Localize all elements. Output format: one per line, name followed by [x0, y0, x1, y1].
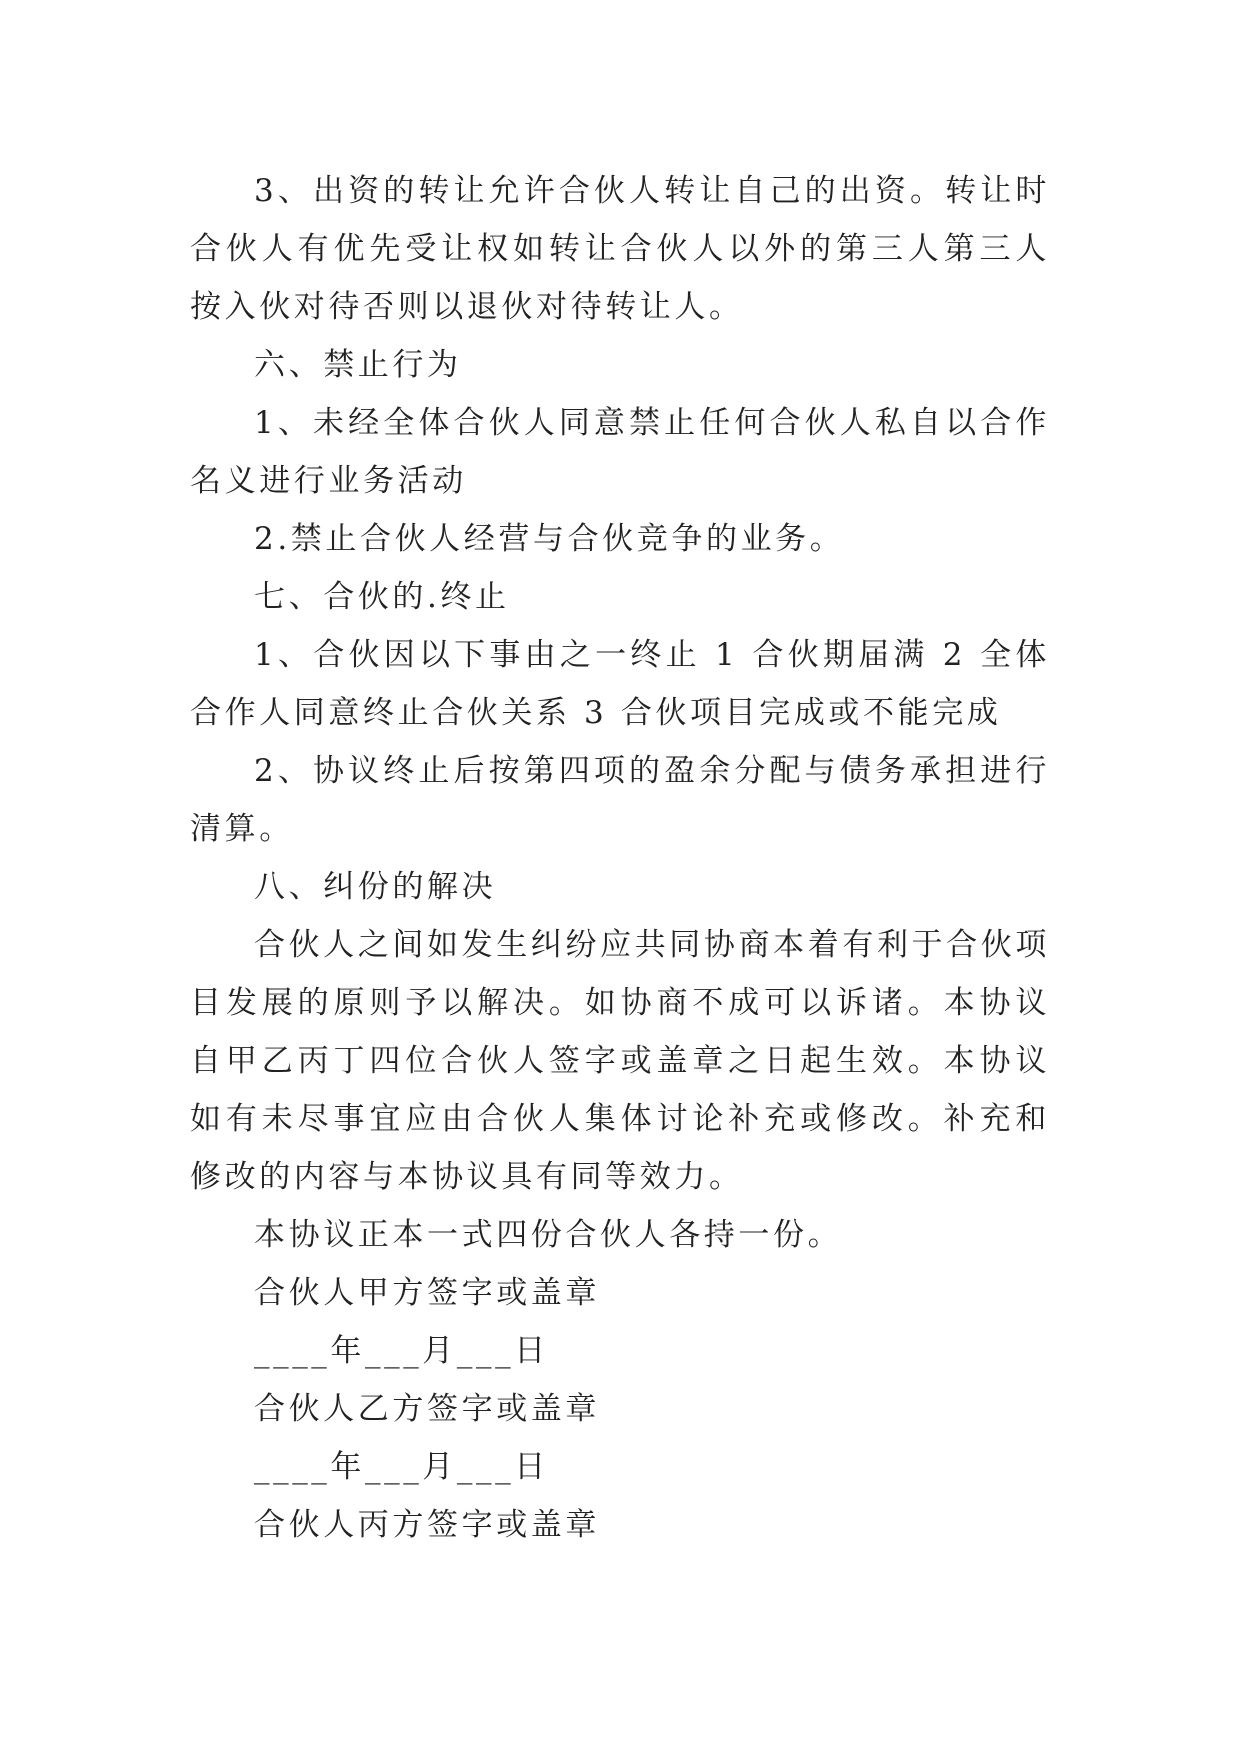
- paragraph-termination-2: 2、协议终止后按第四项的盈余分配与债务承担进行清算。: [190, 753, 1050, 847]
- date-line-party-a: ____年___月___日: [254, 1333, 549, 1369]
- date-line-party-b: ____年___月___日: [254, 1449, 549, 1485]
- paragraph-prohibition-2: 2.禁止合伙人经营与合伙竞争的业务。: [254, 521, 845, 557]
- paragraph-termination-1: 1、合伙因以下事由之一终止 1 合伙期届满 2 全体合作人同意终止合伙关系 3 合伙项目完成或不能完成: [190, 637, 1050, 731]
- signature-party-a: 合伙人甲方签字或盖章: [254, 1275, 600, 1311]
- heading-dispute-resolution: 八、纠份的解决: [254, 869, 497, 905]
- paragraph-transfer-of-capital: 3、出资的转让允许合伙人转让自己的出资。转让时合伙人有优先受让权如转让合伙人以外的第三人第三人按入伙对待否则以退伙对待转让人。: [190, 173, 1050, 325]
- signature-party-b: 合伙人乙方签字或盖章: [254, 1391, 600, 1427]
- signature-party-c: 合伙人丙方签字或盖章: [254, 1507, 600, 1543]
- paragraph-prohibition-1: 1、未经全体合伙人同意禁止任何合伙人私自以合作名义进行业务活动: [190, 405, 1050, 499]
- paragraph-dispute-resolution: 合伙人之间如发生纠纷应共同协商本着有利于合伙项目发展的原则予以解决。如协商不成可以诉诸。本协议自甲乙丙丁四位合伙人签字或盖章之日起生效。本协议如有未尽事宜应由合伙人集体讨论补充或修改。补充和修改的内容与本协议具有同等效力。: [190, 927, 1050, 1195]
- heading-termination: 七、合伙的.终止: [254, 579, 510, 615]
- paragraph-copies: 本协议正本一式四份合伙人各持一份。: [254, 1217, 843, 1253]
- document-body: [190, 162, 1050, 1554]
- heading-prohibited-acts: 六、禁止行为: [254, 347, 462, 383]
